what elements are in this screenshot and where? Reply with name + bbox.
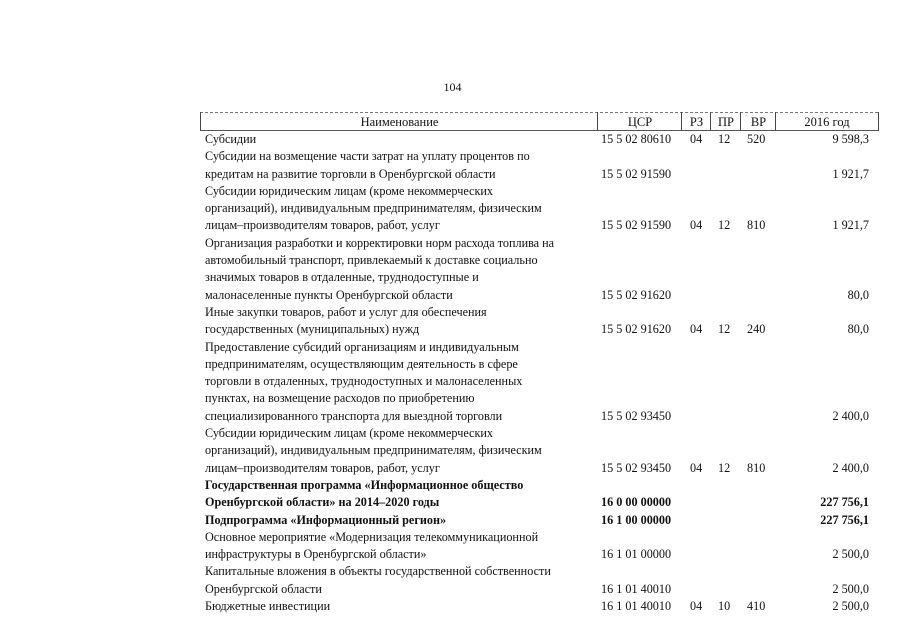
table-row (0, 425, 905, 477)
column-header-rz: РЗ (681, 112, 711, 131)
column-header-vr: ВР (740, 112, 776, 131)
cell-amount: 2 500,0 (832, 599, 869, 614)
column-header-name: Наименование (200, 112, 598, 131)
table-row (0, 598, 905, 615)
table-body (0, 131, 905, 615)
table-row (0, 235, 905, 304)
cell-pr: 12 (718, 132, 731, 146)
row-name-line: Субсидии на возмещение части затрат на уплату процентов по (205, 149, 530, 164)
cell-csr: 15 5 02 91590 (601, 218, 672, 233)
cell-vr: 810 (747, 460, 766, 475)
cell-pr: 12 (718, 460, 731, 475)
row-name-line: значимых товаров в отдаленные, труднодоступные и (205, 270, 479, 285)
row-name-line: кредитам на развитие торговли в Оренбургской области (205, 166, 496, 181)
cell-rz: 04 (690, 322, 703, 337)
cell-amount: 80,0 (847, 322, 869, 337)
row-name-line: автомобильный транспорт, привлекаемый к доставке социально (205, 253, 538, 268)
cell-amount: 227 756,1 (820, 495, 869, 510)
cell-rz: 04 (690, 132, 703, 146)
row-name-line: Иные закупки товаров, работ и услуг для обеспечения (205, 304, 487, 319)
table-row (0, 339, 905, 425)
row-name-line: Бюджетные инвестиции (205, 599, 331, 614)
cell-csr: 15 5 02 93450 (601, 408, 672, 423)
cell-amount: 1 921,7 (832, 166, 869, 181)
cell-vr: 810 (747, 218, 766, 233)
cell-csr: 16 1 01 40010 (601, 581, 672, 596)
cell-amount: 80,0 (847, 287, 869, 302)
row-name-line: предпринимателям, осуществляющим деятельность в сфере (205, 356, 518, 371)
row-name-line: Субсидии юридическим лицам (кроме некоммерческих (205, 183, 493, 198)
row-name-line: лицам–производителям товаров, работ, услуг (205, 460, 440, 475)
cell-amount: 9 598,3 (832, 132, 869, 146)
row-name-line: Организация разработки и корректировки норм расхода топлива на (205, 235, 555, 250)
table-row (0, 477, 905, 512)
column-header-pr: ПР (710, 112, 741, 131)
row-name-line: лицам–производителям товаров, работ, услуг (205, 218, 440, 233)
cell-csr: 16 1 01 40010 (601, 599, 672, 614)
cell-csr: 15 5 02 91620 (601, 287, 672, 302)
cell-csr: 15 5 02 80610 (601, 132, 672, 146)
column-header-csr: ЦСР (597, 112, 682, 131)
cell-vr: 240 (747, 322, 766, 337)
table-header (200, 112, 878, 131)
cell-csr: 16 1 00 00000 (601, 512, 672, 527)
cell-amount: 2 500,0 (832, 547, 869, 562)
row-name-line: Предоставление субсидий организациям и индивидуальным (205, 339, 519, 354)
row-name-line: Субсидии (205, 132, 257, 146)
cell-amount: 2 500,0 (832, 581, 869, 596)
cell-pr: 12 (718, 322, 731, 337)
cell-amount: 2 400,0 (832, 460, 869, 475)
row-name-line: Капитальные вложения в объекты государственной собственности (205, 564, 551, 579)
cell-vr: 410 (747, 599, 766, 614)
row-name-line: специализированного транспорта для выездной торговли (205, 408, 503, 423)
cell-pr: 10 (718, 599, 731, 614)
row-name-line: государственных (муниципальных) нужд (205, 322, 420, 337)
row-name-line: Основное мероприятие «Модернизация телекоммуникационной (205, 529, 539, 544)
cell-csr: 16 1 01 00000 (601, 547, 672, 562)
row-name-line: малонаселенные пункты Оренбургской области (205, 287, 453, 302)
cell-csr: 16 0 00 00000 (601, 495, 672, 510)
cell-vr: 520 (747, 132, 766, 146)
row-name-line: Оренбургской области» на 2014–2020 годы (205, 495, 440, 510)
row-name-line: организаций), индивидуальным предпринимателям, физическим (205, 443, 542, 458)
row-name-line: Субсидии юридическим лицам (кроме некоммерческих (205, 426, 493, 441)
row-name-line: Оренбургской области (205, 581, 322, 596)
table-row (0, 512, 905, 529)
cell-amount: 227 756,1 (820, 512, 869, 527)
table-row (0, 183, 905, 235)
page-number: 104 (443, 80, 462, 94)
cell-amount: 1 921,7 (832, 218, 869, 233)
cell-pr: 12 (718, 218, 731, 233)
column-header-amount: 2016 год (775, 112, 879, 131)
cell-csr: 15 5 02 93450 (601, 460, 672, 475)
cell-csr: 15 5 02 91620 (601, 322, 672, 337)
cell-rz: 04 (690, 599, 703, 614)
row-name-line: Государственная программа «Информационное общество (205, 477, 524, 492)
cell-csr: 15 5 02 91590 (601, 166, 672, 181)
cell-rz: 04 (690, 460, 703, 475)
row-name-line: Подпрограмма «Информационный регион» (205, 512, 447, 527)
cell-amount: 2 400,0 (832, 408, 869, 423)
row-name-line: организаций), индивидуальным предпринимателям, физическим (205, 201, 542, 216)
cell-rz: 04 (690, 218, 703, 233)
row-name-line: инфраструктуры в Оренбургской области» (205, 547, 427, 562)
table-row (0, 563, 905, 598)
table-row (0, 529, 905, 564)
table-row (0, 131, 905, 148)
table-row (0, 148, 905, 183)
table-row (0, 304, 905, 339)
row-name-line: торговли в отдаленных, труднодоступных и малонаселенных (205, 374, 523, 389)
row-name-line: пунктах, на возмещение расходов по приобретению (205, 391, 475, 406)
